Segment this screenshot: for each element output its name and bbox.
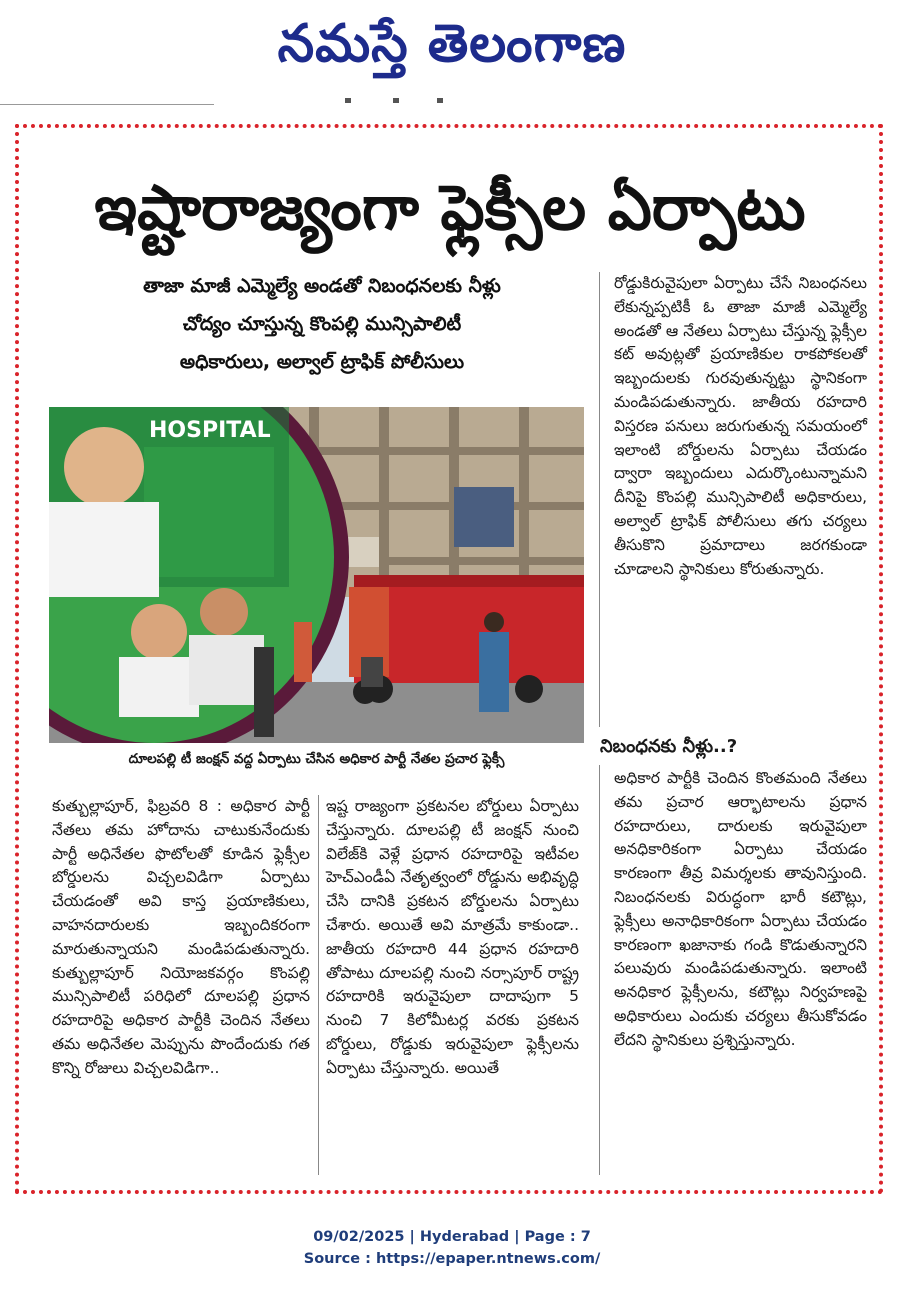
masthead-title: నమస్తే తెలంగాణ [277, 14, 627, 74]
column-3-text: రోడ్డుకిరువైపులా ఏర్పాటు చేసే నిబంధనలు లేకున్నప్పటికీ ఓ తాజా మాజీ ఎమ్మెల్యే అండతో ఆ నేతలు ఏర్పాటు చేస్తున్న ఫ్లెక్సీల కట్ అవుట్లతో ప్రయాణికుల రాకపోకలతో ఇబ్బందులకు గురవుతున్నట్టు స్థానికంగా మండిపడుతున్నారు. జాతీయ రహదారి విస్తరణ పనులు జరుగుతున్న సమయంలో ఇలాంటి బోర్డులను ఏర్పాటు చేయడం ద్వారా ఇబ్బందులు ఎదుర్కొంటున్నామని దీనిపై కొంపల్లి మున్సిపాలిటీ అధికారులు, అల్వాల్ ట్రాఫిక్ పోలీసులు తగు చర్యలు తీసుకొని ప్రమాదాలు జరగకుండా చూడాలని స్థానికులు కోరుతున్నారు. [614, 274, 867, 578]
article-headline: ఇష్టారాజ్యంగా ఫ్లెక్సీల ఏర్పాటు [94, 171, 806, 244]
flex-banner-text: HOSPITAL [149, 418, 271, 443]
column-divider [318, 795, 319, 1175]
article-column-3 [614, 272, 867, 581]
article-column-2 [326, 795, 579, 1081]
article-subhead-1: తాజా మాజీ ఎమ్మెల్యే అండతో నిబంధనలకు నీళ్లు [143, 275, 501, 297]
photo-caption: దూలపల్లి టీ జంక్షన్ వద్ద ఏర్పాటు చేసిన అధికార పార్టీ నేతల ప్రచార ఫ్లెక్సీ [128, 751, 505, 767]
footer-date-line: 09/02/2025 | Hyderabad | Page : 7 [313, 1229, 591, 1245]
photo-illustration [49, 407, 584, 743]
article-column-3b [614, 767, 867, 1053]
section-subtitle: నిబంధనకు నీళ్లు..? [600, 736, 738, 757]
article-column-1 [52, 795, 310, 1081]
column-3b-text: అధికార పార్టీకి చెందిన కొంతమంది నేతలు తమ ప్రచార ఆర్భాటాలను ప్రధాన రహదారులు, దారులకు ఇరువైపులా అనధికారికంగా ఏర్పాటు చేయడం కారణంగా తీవ్ర విమర్శలకు తావునిస్తుంది. నిబంధనలకు విరుద్ధంగా భారీ కటౌట్లు, ఫ్లెక్సీలు అనాధికారికంగా ఏర్పాటు చేయడం కారణంగా ఖజానాకు గండి కొడుతున్నారని పలువురు మండిపడుతున్నారు. ఇలాంటి అనధికార ఫ్లెక్సీలను, కటౌట్లు నిర్వహణపై అధికారులు ఎందుకు చర్యలు తీసుకోవడం లేదని స్థానికులు ప్రశ్నిస్తున్నారు. [614, 769, 867, 1049]
masthead-rule [0, 104, 214, 105]
column-divider [599, 765, 600, 1175]
footer-source-line: Source : https://epaper.ntnews.com/ [303, 1251, 601, 1267]
article-subhead-2: చోద్యం చూస్తున్న కొంపల్లి మున్సిపాలిటీ [182, 313, 462, 335]
column-divider [599, 272, 600, 727]
column-1-text: కుత్బుల్లాపూర్, ఫిబ్రవరి 8 : అధికార పార్టీ నేతలు తమ హోదాను చాటుకునేందుకు పార్టీ అధినేతల ఫొటోలతో కూడిన ఫ్లెక్సీల బోర్డులను విచ్చలవిడిగా ఏర్పాటు చేయడంతో అవి కాస్త ప్రయాణికులు, వాహనదారులకు ఇబ్బందికరంగా మారుతున్నాయని మండిపడుతున్నారు. కుత్బుల్లాపూర్ నియోజకవర్గం కొంపల్లి మున్సిపాలిటీ పరిధిలో దూలపల్లి ప్రధాన రహదారిపై అధికార పార్టీకి చెందిన నేతలు తమ అధినేతల మెప్పును పొందేందుకు గత కొన్ని రోజులు విచ్చలవిడిగా.. [52, 797, 310, 1077]
column-2-text: ఇష్ట రాజ్యంగా ప్రకటనల బోర్డులు ఏర్పాటు చేస్తున్నారు. దూలపల్లి టీ జంక్షన్ నుంచి విలేజ్‌కి వెళ్లే ప్రధాన రహదారిపై ఇటీవల హెచ్‌ఎండీఏ నేతృత్వంలో రోడ్డును అభివృద్ధి చేసి దానికి ప్రకటన బోర్డులను ఏర్పాటు చేశారు. అయితే అవి మాత్రమే కాకుండా.. జాతీయ రహదారి 44 ప్రధాన రహదారి తోపాటు దూలపల్లి నుంచి నర్సాపూర్ రాష్ట్ర రహదారికి ఇరువైపులా దాదాపుగా 5 నుంచి 7 కిలోమీటర్ల వరకు ప్రకటన బోర్డులు, రోడ్డుకు ఇరువైపులా ఫ్లెక్సీలను ఏర్పాటు చేస్తున్నారు. అయితే [326, 797, 579, 1077]
article-photo [49, 407, 584, 743]
article-subhead-3: అధికారులు, అల్వాల్ ట్రాఫిక్ పోలీసులు [179, 351, 465, 373]
masthead-ornament [345, 98, 455, 104]
